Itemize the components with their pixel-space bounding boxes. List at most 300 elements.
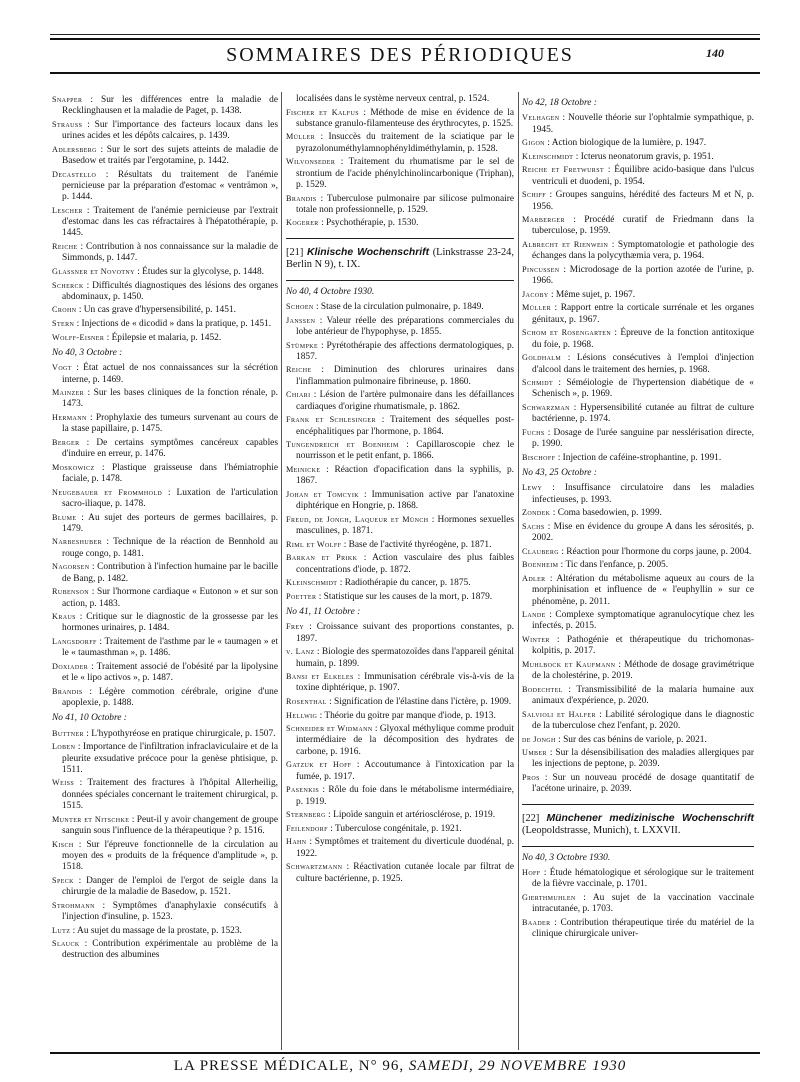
list-item: Schoen : Stase de la circulation pulmonaire, p. 1849.: [286, 302, 484, 313]
entry-author: Decastello: [52, 169, 97, 179]
entry-author: Johan et Tomcyik: [286, 489, 359, 499]
entry-text: Critique sur le diagnostic de la grossesse par les hormones urinaires, p. 1484.: [62, 612, 278, 634]
entry-text: Contribution expérimentale au problème de la destruction des albumines: [62, 939, 278, 961]
list-item: Frank et Schlesinger : Traitement des séquelles post-encéphalitiques par l'hormone, p. 1864.: [286, 415, 514, 437]
list-item: Boenheim : Tic dans l'enfance, p. 2005.: [522, 560, 669, 571]
list-item: Sternberg : Lipoïde sanguin et artériosclérose, p. 1919.: [286, 810, 496, 821]
entry-author: Sternberg: [286, 810, 326, 820]
entry-author: Goldhalm: [522, 353, 562, 363]
entry-text: Un cas grave d'hypersensibilité, p. 1451.: [83, 305, 236, 316]
entry-text: Épilepsie et malaria, p. 1452.: [111, 332, 222, 343]
entry-author: Narbeshuber: [52, 537, 102, 547]
list-item: Bansi et Elkeles : Immunisation cérébrale vis-à-vis de la toxine diphtérique, p. 1907.: [286, 672, 514, 694]
entry-author: Schwartzmann: [286, 862, 343, 872]
entry-author: Reiche: [286, 365, 312, 375]
list-item: Neugebauer et Frommhold : Luxation de l'articulation sacro-iliaque, p. 1478.: [52, 487, 278, 509]
entry-author: Salvioli et Halfer: [522, 709, 596, 719]
entry-author: Munter et Nitschke: [52, 814, 130, 824]
entry-text: Symptômes et traitement du diverticule duodénal, p. 1922.: [296, 837, 514, 859]
entry-text: Traitement de l'asthme par le « taumagen » et le « taumasthman », p. 1486.: [62, 637, 279, 659]
issue-date: No 41, 10 Octobre :: [52, 713, 127, 724]
entry-author: Meinicke: [286, 464, 321, 474]
entry-author: Vogt: [52, 363, 72, 373]
list-item: Wolff-Eisner : Épilepsie et malaria, p. 1452.: [52, 332, 222, 343]
list-item: Reiche : Contribution à nos connaissance sur la maladie de Simmonds, p. 1447.: [52, 242, 278, 264]
entry-text: Rôle du foie dans le métabolisme intermédiaire, p. 1919.: [296, 785, 514, 807]
list-item: Poetter : Statistique sur les causes de la mort, p. 1879.: [286, 591, 493, 602]
entry-text: Diminution des chlorures urinaires dans l'inflammation pulmonaire fibrineuse, p. 1860.: [296, 365, 515, 387]
list-item: Winter : Pathogénie et thérapeutique du trichomonas-kolpitis, p. 2017.: [522, 635, 754, 657]
list-item: Brandis : Tuberculose pulmonaire par silicose pulmonaire totale non professionnelle, p. 1529.: [286, 193, 514, 215]
entry-author: Umber: [522, 748, 547, 758]
list-item: Kisch : Sur l'épreuve fonctionnelle de la circulation au moyen des « produits de la fréquence d'amplitude », p. 1518.: [52, 839, 278, 873]
list-item: Goldhalm : Lésions consécutives à l'emploi d'injection d'alcool dans le traitement des hernies, p. 1968.: [522, 353, 754, 375]
header-top-rule-thick: [50, 38, 760, 40]
list-item: Schwartzmann : Réactivation cutanée locale par filtrat de culture bactérienne, p. 1925.: [286, 862, 514, 884]
entry-text: Réaction pour l'hormone du corps jaune, p. 2004.: [566, 546, 752, 557]
entry-text: Au sujet des porteurs de germes bacillaires, p. 1479.: [62, 512, 278, 534]
list-item: Lande : Complexe symptomatique agranulocytique chez les infectés, p. 2015.: [522, 610, 755, 632]
entry-author: Fischer et Kalfus: [286, 107, 360, 117]
column-separator-2: [518, 92, 519, 1050]
entry-author: Slauck: [52, 939, 80, 949]
entry-text: Épreuve de la fonction antitoxique du foie, p. 1968.: [532, 328, 754, 350]
entry-author: Glassner et Novotny: [52, 266, 135, 276]
column-3: [522, 94, 754, 942]
entry-author: Adlersberg: [52, 144, 97, 154]
journal-heading: [286, 238, 514, 281]
page-title: SOMMAIRES DES PÉRIODIQUES: [226, 44, 574, 66]
entry-author: Velhagen: [522, 113, 560, 123]
journal-title: Klinische Wochenschrift: [306, 246, 430, 258]
list-item: Mainzer : Sur les bases cliniques de la fonction rénale, p. 1473.: [52, 388, 278, 410]
entry-text: Contribution à nos connaissance sur la maladie de Simmonds, p. 1447.: [62, 242, 278, 264]
entry-author: Berger: [52, 437, 80, 447]
column-separator-1: [281, 92, 282, 1050]
list-item: Pros : Sur un nouveau procédé de dosage quantitatif de l'acétone urinaire, p. 2039.: [522, 773, 754, 795]
entry-text: Importance de l'infiltration infraclaviculaire et de la pleurite exsudative précoce pour la genèse phtisique, p. 1511.: [62, 742, 278, 775]
list-item: Gierthmuhlen : Au sujet de la vaccination vaccinale intracutanée, p. 1703.: [522, 892, 754, 915]
entry-text: Procédé curatif de Friedmann dans la tuberculose, p. 1959.: [532, 215, 754, 237]
entry-text: Lipoïde sanguin et artériosclérose, p. 1919.: [333, 810, 496, 821]
entry-author: Frank et Schlesinger: [286, 415, 376, 425]
entry-author: Weiss: [52, 778, 75, 788]
entry-author: Snapper: [52, 95, 83, 104]
entry-author: Loben: [52, 742, 76, 752]
issue-date: No 43, 25 Octobre :: [522, 468, 597, 479]
list-item: Snapper : Sur les différences entre la maladie de Recklinghausen et la maladie de Paget, p. 1438.: [52, 95, 278, 117]
entry-author: Mainzer: [52, 388, 85, 398]
list-item: Chiari : Lésion de l'artère pulmonaire dans les défaillances cardiaques d'origine rhumatismale, p. 1862.: [286, 390, 514, 412]
entry-text: Base de l'activité thyréogène, p. 1871.: [348, 539, 492, 550]
entry-text: Icterus neonatorum gravis, p. 1951.: [580, 151, 714, 162]
entry-text: Signification de l'élastine dans l'ictère, p. 1909.: [334, 697, 512, 707]
entry-text: Traitement des fractures à l'hôpital Allerheilig, données spéciales concernant le traitement chirurgical, p. 1515.: [62, 778, 279, 812]
list-item: Gigon : Action biologique de la lumière, p. 1947.: [522, 138, 707, 149]
entry-author: Scherck: [52, 280, 84, 290]
entry-author: Brandis: [52, 686, 83, 696]
entry-text: Tic dans l'enfance, p. 2005.: [565, 560, 669, 571]
entry-text: Traitement de l'anémie pernicieuse par l'extrait d'estomac dans les cas réfractaires à l'hépatothérapie, p. 1445.: [62, 205, 279, 239]
list-item: Reiche et Fretwurst : Équilibre acido-basique dans l'ulcus ventriculi et duodeni, p. 1954.: [522, 165, 754, 187]
footer-rule: [50, 1052, 760, 1054]
entry-author: Gigon: [522, 138, 545, 148]
entry-text: Lésion de l'artère pulmonaire dans les défaillances cardiaques d'origine rhumatismale, p. 1862.: [296, 390, 514, 412]
list-item: Lescher : Traitement de l'anémie pernicieuse par l'extrait d'estomac dans les cas réfractaires à l'hépatothérapie, p. 1445.: [52, 205, 279, 239]
entry-author: Marberger: [522, 215, 565, 225]
entry-text: localisées dans le système nerveux central, p. 1524.: [296, 94, 490, 104]
journal-details: (Leopoldstrasse, Munich), t. LXXVII.: [522, 825, 681, 837]
entry-author: Lande: [522, 610, 546, 620]
entry-text: Théorie du goitre par manque d'iode, p. 1913.: [324, 710, 496, 721]
list-item: Albrecht et Rienwein : Symptomatologie et pathologie des échanges dans la polycythæmia vera, p. 1964.: [522, 240, 754, 262]
journal-number: [21]: [286, 246, 304, 258]
entry-text: Statistique sur les causes de la mort, p. 1879.: [323, 591, 493, 602]
entry-author: Müller: [522, 303, 552, 313]
entry-text: Prophylaxie des tumeurs survenant au cours de la stase papillaire, p. 1475.: [62, 412, 278, 435]
entry-author: Chiari: [286, 390, 311, 400]
list-item: de Jongh : Sur des cas bénins de variole, p. 2021.: [522, 734, 707, 745]
entry-text: Méthode de mise en évidence de la substance granulo-filamenteuse des érythrocytes, p. 1525.: [296, 107, 514, 129]
list-item: Glassner et Novotny : Études sur la glycolyse, p. 1448.: [52, 266, 265, 277]
entry-text: Même sujet, p. 1967.: [555, 289, 636, 300]
entry-author: Schoen: [286, 302, 314, 312]
journal-details: (Linkstrasse 23-24, Berlin N 9), t. IX.: [286, 246, 514, 271]
entry-author: Bodechtel: [522, 684, 563, 694]
entry-text: Luxation de l'articulation sacro-iliaque, p. 1478.: [62, 487, 278, 509]
entry-author: Pasenkis: [286, 785, 320, 795]
entry-text: Capillaroscopie chez le nourrisson et le petit enfant, p. 1866.: [296, 440, 514, 462]
entry-author: Schiff: [522, 190, 546, 200]
entry-author: Kogerer: [286, 218, 319, 228]
column-2: [286, 94, 514, 886]
list-item: Lewy : Insuffisance circulatoire dans les maladies infectieuses, p. 1993.: [522, 483, 755, 505]
entry-author: Frey: [286, 622, 305, 632]
list-item: Barkan et Prikk : Action vasculaire des plus faibles concentrations d'iode, p. 1872.: [286, 553, 514, 575]
entry-text: Sur un nouveau procédé de dosage quantitatif de l'acétone urinaire, p. 2039.: [532, 773, 754, 795]
entry-author: Freud, de Jongh, Laqueur et Münch: [286, 514, 429, 524]
entry-author: Stümpke: [286, 340, 319, 350]
entry-text: Réaction d'opacification dans la syphilis, p. 1867.: [296, 464, 514, 487]
entry-text: Pyrétothérapie des affections dermatologiques, p. 1857.: [296, 340, 514, 362]
list-item: Bischoff : Injection de caféine-strophantine, p. 1991.: [522, 452, 722, 463]
entry-author: Doxiader: [52, 661, 89, 671]
list-item: Frey : Croissance suivant des proportions constantes, p. 1897.: [286, 622, 515, 644]
list-item: Schiff : Groupes sanguins, hérédité des facteurs M et N, p. 1956.: [522, 190, 754, 212]
entry-text: Étude hématologique et sérologique sur le traitement de la fièvre vaccinale, p. 1701.: [532, 867, 754, 890]
entry-text: Contribution thérapeutique tirée du matériel de la clinique chirurgicale univer-: [532, 917, 754, 940]
issue-date: No 40, 4 Octobre 1930.: [286, 286, 375, 297]
list-item: Weiss : Traitement des fractures à l'hôpital Allerheilig, données spéciales concernant le traitement chirurgical, p. 1515.: [52, 778, 279, 812]
entry-author: Tungendreich et Boenheim: [286, 440, 399, 450]
entry-text: Valeur réelle des préparations commerciales du lobe antérieur de l'hypophyse, p. 1855.: [296, 315, 514, 337]
entry-text: Sur les différences entre la maladie de Recklinghausen et la maladie de Paget, p. 1438.: [62, 95, 278, 117]
list-item: Riml et Wolff : Base de l'activité thyréogène, p. 1871.: [286, 539, 492, 550]
entry-text: Séméiologie de l'hypertension diabétique de « Schenisch », p. 1969.: [532, 378, 754, 400]
list-item: [286, 94, 514, 105]
entry-author: Speck: [52, 875, 74, 885]
issue-date: No 42, 18 Octobre :: [522, 98, 597, 108]
entry-author: Schmidt: [522, 378, 554, 388]
footer-date: SAMEDI, 29 NOVEMBRE 1930: [408, 1058, 627, 1074]
entry-author: Schneider et Widmann: [286, 724, 373, 734]
list-item: Hoff : Étude hématologique et sérologique sur le traitement de la fièvre vaccinale, p. 1701.: [522, 867, 754, 890]
list-item: Moskowicz : Plastique graisseuse dans l'hémiatrophie faciale, p. 1478.: [52, 462, 278, 485]
entry-author: Lescher: [52, 205, 83, 215]
entry-author: Lewy: [522, 483, 543, 493]
list-item: Janssen : Valeur réelle des préparations commerciales du lobe antérieur de l'hypophyse, p. 1855.: [286, 315, 514, 337]
entry-author: Gatzuk et Hoff: [286, 760, 352, 770]
list-item: Narbeshuber : Technique de la réaction de Bennhold au rouge congo, p. 1481.: [52, 537, 278, 559]
list-item: Loben : Importance de l'infiltration infraclaviculaire et de la pleurite exsudative précoce pour la genèse phtisique, p. 1511.: [52, 742, 278, 775]
list-item: Pasenkis : Rôle du foie dans le métabolisme intermédiaire, p. 1919.: [286, 785, 514, 807]
list-item: Fuchs : Dosage de l'urée sanguine par nesslérisation directe, p. 1990.: [522, 427, 754, 450]
list-item: Crohn : Un cas grave d'hypersensibilité, p. 1451.: [52, 305, 236, 316]
entry-author: Strohmann: [52, 900, 95, 910]
entry-author: de Jongh: [522, 734, 556, 744]
entry-text: Tuberculose congénitale, p. 1921.: [335, 823, 462, 834]
entry-text: Danger de l'emploi de l'ergot de seigle dans la chirurgie de la maladie de Basedow, p. 1521.: [62, 875, 278, 898]
entry-author: Müller: [286, 132, 316, 142]
entry-author: Poetter: [286, 591, 317, 601]
list-item: Müller : Rapport entre la corticale surrénale et les organes génitaux, p. 1967.: [522, 303, 755, 325]
column-1: [52, 94, 278, 963]
entry-text: Résultats du traitement de l'anémie pernicieuse par la préparation d'estomac « venträmon », p. 1444.: [62, 169, 278, 203]
entry-text: Insuffisance circulatoire dans les maladies infectieuses, p. 1993.: [532, 483, 755, 505]
entry-text: Altération du métabolisme aqueux au cours de la morphinisation et influence de « l'euphyllin » sur ce phénomène, p. 2011.: [532, 573, 754, 607]
list-item: Doxiader : Traitement associé de l'obésité par la lipolysine et le « lipo activos », p. 1487.: [52, 661, 279, 684]
list-item: Müller : Insuccès du traitement de la sciatique par le pyrazolonuméthylamnophényldiméthylamin, p. 1528.: [286, 132, 515, 154]
list-item: Zondek : Coma basedowien, p. 1999.: [522, 508, 662, 519]
entry-author: Hellwig: [286, 710, 318, 720]
entry-author: Adler: [522, 573, 546, 583]
entry-author: Stern: [52, 319, 75, 329]
list-item: Sachs : Mise en évidence du groupe A dans les sérosités, p. 2002.: [522, 521, 754, 544]
list-item: Kleinschmidt : Radiothérapie du cancer, p. 1875.: [286, 578, 471, 589]
list-item: Strohmann : Symptômes d'anaphylaxie consécutifs à l'injection d'insuline, p. 1523.: [52, 900, 278, 922]
list-item: Wilvonseder : Traitement du rhumatisme par le sel de strontium de l'acide phénylchinolincarbonique (Triphan), p. 1529.: [286, 157, 514, 190]
entry-text: Peut-il y avoir changement de groupe sanguin sous l'influence de la thérapeutique ? p. 1516.: [62, 814, 278, 836]
entry-author: Clauberg: [522, 546, 559, 556]
entry-author: Boenheim: [522, 560, 559, 570]
entry-text: Sur les bases cliniques de la fonction rénale, p. 1473.: [62, 388, 278, 410]
list-item: Blume : Au sujet des porteurs de germes bacillaires, p. 1479.: [52, 512, 278, 534]
entry-text: Stase de la circulation pulmonaire, p. 1849.: [320, 302, 484, 313]
entry-author: Hoff: [522, 867, 541, 877]
list-item: Schneider et Widmann : Glyoxal méthylique comme produit intermédiaire de la décomposition des hydrates de carbone, p. 1916.: [286, 724, 514, 757]
list-item: Speck : Danger de l'emploi de l'ergot de seigle dans la chirurgie de la maladie de Basedow, p. 1521.: [52, 875, 278, 898]
list-item: Stern : Injections de « dicodid » dans la pratique, p. 1451.: [52, 319, 272, 330]
entry-text: Technique de la réaction de Bennhold au rouge congo, p. 1481.: [62, 537, 278, 559]
entry-text: Sur le sort des sujets atteints de maladie de Basedow et traités par l'ergotamine, p. 1442.: [62, 144, 278, 167]
entry-text: De certains symptômes cancéreux capables d'induire en erreur, p. 1476.: [62, 437, 278, 460]
list-item: Clauberg : Réaction pour l'hormone du corps jaune, p. 2004.: [522, 546, 752, 557]
entry-text: Tuberculose pulmonaire par silicose pulmonaire totale non professionnelle, p. 1529.: [296, 193, 514, 215]
list-item: Hellwig : Théorie du goitre par manque d'iode, p. 1913.: [286, 710, 496, 721]
list-item: Velhagen : Nouvelle théorie sur l'ophtalmie sympathique, p. 1945.: [522, 113, 754, 135]
list-item: Adlersberg : Sur le sort des sujets atteints de maladie de Basedow et traités par l'ergotamine, p. 1442.: [52, 144, 278, 167]
entry-author: Albrecht et Rienwein: [522, 240, 609, 250]
footer: [0, 1058, 800, 1075]
list-item: Pincussen : Microdosage de la portion azotée de l'urine, p. 1966.: [522, 264, 754, 287]
entry-text: Insuccès du traitement de la sciatique par le pyrazolonuméthylamnophényldiméthylamin, p. 1528.: [296, 132, 515, 154]
entry-text: Plastique graisseuse dans l'hémiatrophie faciale, p. 1478.: [62, 462, 278, 485]
entry-text: Complexe symptomatique agranulocytique chez les infectés, p. 2015.: [532, 610, 755, 632]
entry-author: Crohn: [52, 305, 77, 315]
entry-text: Psychothérapie, p. 1530.: [326, 218, 419, 229]
list-item: Kleinschmidt : Icterus neonatorum gravis, p. 1951.: [522, 151, 714, 162]
entry-author: Feilendorf: [286, 823, 328, 833]
list-item: Umber : Sur la désensibilisation des maladies allergiques par les injections de peptone, p. 2039.: [522, 748, 754, 770]
entry-text: Sur des cas bénins de variole, p. 2021.: [563, 734, 707, 745]
entry-text: Microdosage de la portion azotée de l'urine, p. 1966.: [532, 264, 754, 287]
list-item: Bodechtel : Transmissibilité de la malaria humaine aux animaux d'expérience, p. 2020.: [522, 684, 754, 707]
entry-author: Hermann: [52, 412, 87, 422]
journal-title: Münchener medizinische Wochenschrift: [546, 812, 754, 824]
entry-text: Symptomatologie et pathologie des échanges dans la polycythæmia vera, p. 1964.: [532, 240, 754, 262]
entry-text: Lésions consécutives à l'emploi d'injection d'alcool dans le traitement des hernies, p. 1968.: [532, 353, 754, 375]
list-item: Salvioli et Halfer : Labilité sérologique dans le diagnostic de la tuberculose chez l'enfant, p. 2020.: [522, 709, 754, 731]
entry-author: Kraus: [52, 612, 76, 622]
entry-author: Neugebauer et Frommhold: [52, 487, 163, 497]
issue-date: No 40, 3 Octobre :: [52, 347, 123, 358]
entry-text: Immunisation cérébrale vis-à-vis de la toxine diphtérique, p. 1907.: [296, 672, 514, 694]
entry-text: Au sujet du massage de la prostate, p. 1523.: [77, 925, 242, 936]
list-item: Scherck : Difficultés diagnostiques des lésions des organes abdominaux, p. 1450.: [52, 280, 278, 302]
entry-author: Rubenson: [52, 587, 89, 597]
list-item: Buttner : L'hypothyréose en pratique chirurgicale, p. 1507.: [52, 728, 276, 739]
entry-text: Traitement des séquelles post-encéphalitiques par l'hormone, p. 1864.: [296, 415, 514, 437]
entry-author: Kleinschmidt: [286, 578, 338, 588]
list-item: Meinicke : Réaction d'opacification dans la syphilis, p. 1867.: [286, 464, 514, 487]
entry-text: Transmissibilité de la malaria humaine aux animaux d'expérience, p. 2020.: [532, 684, 754, 707]
entry-text: Injection de caféine-strophantine, p. 1991.: [562, 452, 722, 463]
entry-author: Riml et Wolff: [286, 539, 342, 549]
list-item: Baader : Contribution thérapeutique tirée du matériel de la clinique chirurgicale univer-: [522, 917, 754, 940]
entry-text: Équilibre acido-basique dans l'ulcus ventriculi et duodeni, p. 1954.: [532, 165, 754, 187]
entry-author: Janssen: [286, 315, 316, 325]
entry-text: Réactivation cutanée locale par filtrat de culture bactérienne, p. 1925.: [296, 862, 514, 884]
footer-publication: LA PRESSE MÉDICALE, N° 96,: [173, 1058, 405, 1074]
entry-author: Brandis: [286, 193, 317, 203]
entry-text: Rapport entre la corticale surrénale et les organes génitaux, p. 1967.: [532, 303, 755, 325]
entry-text: Croissance suivant des proportions constantes, p. 1897.: [296, 622, 515, 644]
list-item: v. Lanz : Biologie des spermatozoïdes dans l'appareil génital humain, p. 1899.: [286, 647, 514, 669]
list-item: Schmidt : Séméiologie de l'hypertension diabétique de « Schenisch », p. 1969.: [522, 378, 754, 400]
entry-text: Méthode de dosage gravimétrique de la cholestérine, p. 2019.: [532, 659, 754, 682]
entry-author: Winter: [522, 635, 550, 644]
list-item: Kogerer : Psychothérapie, p. 1530.: [286, 218, 419, 229]
entry-author: Fuchs: [522, 427, 545, 437]
list-item: Strauss : Sur l'importance des facteurs locaux dans les urines acides et les dépôts calcaires, p. 1439.: [52, 119, 278, 142]
entry-author: Bansi et Elkeles: [286, 672, 354, 682]
journal-number: [22]: [522, 812, 540, 824]
entry-author: Kisch: [52, 839, 74, 849]
entry-text: Mise en évidence du groupe A dans les sérosités, p. 2002.: [532, 521, 754, 544]
entry-author: Lutz: [52, 925, 71, 935]
list-item: Marberger : Procédé curatif de Friedmann dans la tuberculose, p. 1959.: [522, 215, 754, 237]
entry-author: Nagorsen: [52, 562, 90, 572]
list-item: Kraus : Critique sur le diagnostic de la grossesse par les hormones urinaires, p. 1484.: [52, 612, 278, 634]
list-item: Schom et Rosengarten : Épreuve de la fonction antitoxique du foie, p. 1968.: [522, 328, 754, 350]
entry-text: Immunisation active par l'anatoxine diphtérique en Hongrie, p. 1868.: [296, 489, 514, 512]
entry-author: Gierthmuhlen: [522, 892, 576, 902]
list-item: Langsdorff : Traitement de l'asthme par le « taumagen » et le « taumasthman », p. 1486.: [52, 637, 279, 659]
list-item: Stümpke : Pyrétothérapie des affections dermatologiques, p. 1857.: [286, 340, 514, 362]
entry-text: Sur la désensibilisation des maladies allergiques par les injections de peptone, p. 2039.: [532, 748, 754, 770]
list-item: Reiche : Diminution des chlorures urinaires dans l'inflammation pulmonaire fibrineuse, p. 1860.: [286, 365, 515, 387]
list-item: Berger : De certains symptômes cancéreux capables d'induire en erreur, p. 1476.: [52, 437, 278, 460]
entry-text: Symptômes d'anaphylaxie consécutifs à l'injection d'insuline, p. 1523.: [62, 900, 278, 922]
entry-author: Muhlbock et Kaufmann: [522, 659, 616, 669]
list-item: Lutz : Au sujet du massage de la prostate, p. 1523.: [52, 925, 242, 936]
list-item: Adler : Altération du métabolisme aqueux au cours de la morphinisation et influence de « l'euphyllin » sur ce phénomène, p. 2011.: [522, 573, 754, 607]
entry-author: Jacoby: [522, 289, 549, 299]
entry-text: Dosage de l'urée sanguine par nesslérisation directe, p. 1990.: [532, 427, 754, 450]
list-item: Fischer et Kalfus : Méthode de mise en évidence de la substance granulo-filamenteuse des érythrocytes, p. 1525.: [286, 107, 514, 129]
entry-text: Labilité sérologique dans le diagnostic de la tuberculose chez l'enfant, p. 2020.: [532, 709, 754, 731]
entry-author: Blume: [52, 512, 77, 522]
entry-author: Kleinschmidt: [522, 151, 574, 161]
entry-author: Schwarzman: [522, 402, 570, 412]
entry-author: Reiche et Fretwurst: [522, 165, 605, 175]
entry-text: Nouvelle théorie sur l'ophtalmie sympathique, p. 1945.: [532, 113, 754, 135]
entry-author: Wilvonseder: [286, 157, 336, 167]
entry-author: Sachs: [522, 521, 545, 531]
list-item: Freud, de Jongh, Laqueur et Münch : Hormones sexuelles masculines, p. 1871.: [286, 514, 515, 537]
entry-author: Langsdorff: [52, 637, 97, 646]
entry-author: Pincussen: [522, 264, 560, 274]
entry-author: Baader: [522, 917, 551, 927]
entry-text: Injections de « dicodid » dans la pratique, p. 1451.: [81, 319, 272, 330]
list-item: Nagorsen : Contribution à l'infection humaine par le bacille de Bang, p. 1482.: [52, 562, 278, 584]
issue-date: No 41, 11 Octobre :: [286, 607, 361, 618]
list-item: Munter et Nitschke : Peut-il y avoir changement de groupe sanguin sous l'influence de la thérapeutique ? p. 1516.: [52, 814, 278, 836]
entry-author: v. Lanz: [286, 647, 315, 657]
entry-text: Hormones sexuelles masculines, p. 1871.: [296, 514, 515, 537]
list-item: Rubenson : Sur l'hormone cardiaque « Eutonon » et sur son action, p. 1483.: [52, 587, 279, 609]
entry-author: Moskowicz: [52, 462, 95, 472]
entry-author: Pros: [522, 773, 540, 783]
entry-author: Barkan et Prikk: [286, 553, 358, 563]
entry-text: Glyoxal méthylique comme produit intermédiaire de la décomposition des hydrates de carbone, p. 1916.: [296, 724, 514, 757]
entry-text: Biologie des spermatozoïdes dans l'appareil génital humain, p. 1899.: [296, 647, 514, 669]
entry-author: Strauss: [52, 119, 83, 129]
header-top-rule: [50, 34, 760, 35]
list-item: Brandis : Légère commotion cérébrale, origine d'une apoplexie, p. 1488.: [52, 686, 278, 709]
entry-text: Traitement associé de l'obésité par la lipolysine et le « lipo activos », p. 1487.: [62, 661, 279, 684]
entry-author: Reiche: [52, 242, 78, 252]
list-item: Slauck : Contribution expérimentale au problème de la destruction des albumines: [52, 939, 278, 961]
list-item: Muhlbock et Kaufmann : Méthode de dosage gravimétrique de la cholestérine, p. 2019.: [522, 659, 754, 682]
issue-date: No 40, 3 Octobre 1930.: [522, 852, 611, 863]
entry-text: Pathogénie et thérapeutique du trichomonas-kolpitis, p. 2017.: [532, 635, 754, 657]
entry-text: L'hypothyréose en pratique chirurgicale, p. 1507.: [91, 728, 276, 739]
header-bottom-rule: [50, 72, 760, 74]
list-item: Hermann : Prophylaxie des tumeurs survenant au cours de la stase papillaire, p. 1475.: [52, 412, 278, 435]
entry-author: Buttner: [52, 728, 84, 738]
entry-text: Au sujet de la vaccination vaccinale intracutanée, p. 1703.: [532, 892, 754, 915]
entry-text: Groupes sanguins, hérédité des facteurs M et N, p. 1956.: [532, 190, 754, 212]
entry-author: Wolff-Eisner: [52, 332, 105, 342]
entry-text: Légère commotion cérébrale, origine d'une apoplexie, p. 1488.: [62, 686, 278, 709]
entry-text: Traitement du rhumatisme par le sel de strontium de l'acide phénylchinolincarbonique (Triphan), p. 1529.: [296, 157, 514, 190]
entry-author: Hahn: [286, 837, 307, 847]
list-item: Johan et Tomcyik : Immunisation active par l'anatoxine diphtérique en Hongrie, p. 1868.: [286, 489, 514, 512]
entry-text: Accoutumance à l'intoxication par la fumée, p. 1917.: [296, 760, 515, 782]
entry-text: Difficultés diagnostiques des lésions des organes abdominaux, p. 1450.: [62, 280, 278, 302]
entry-text: Hypersensibilité cutanée au filtrat de culture bactérienne, p. 1974.: [532, 402, 755, 425]
